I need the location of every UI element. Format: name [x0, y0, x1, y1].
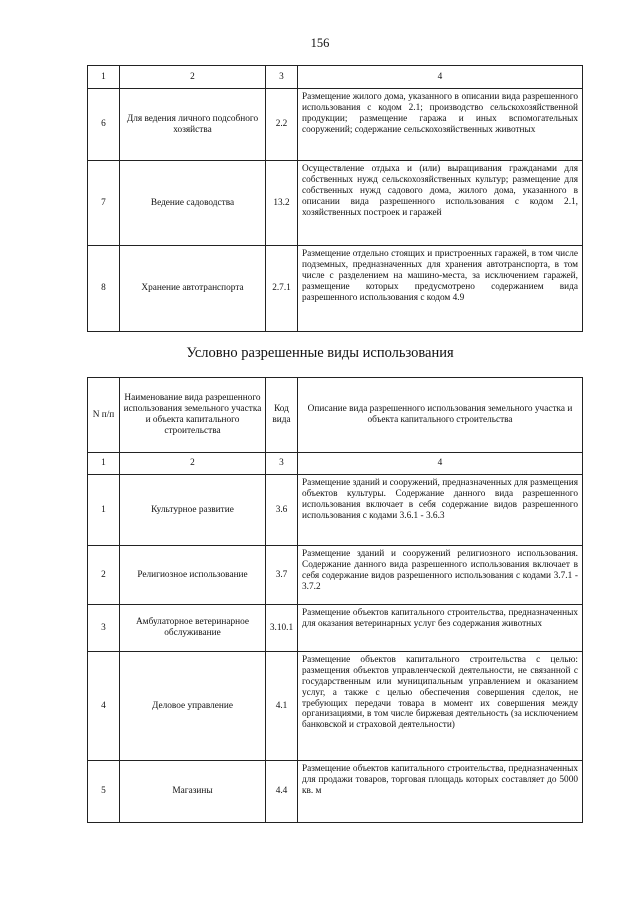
column-number: 2 — [120, 66, 266, 89]
use-code: 4.1 — [266, 652, 298, 761]
table-row — [88, 546, 583, 605]
column-number: 3 — [266, 453, 298, 475]
use-code: 13.2 — [266, 161, 298, 246]
table-row — [88, 89, 583, 161]
page-number: 156 — [310, 36, 330, 50]
use-description: Размещение объектов капитального строительства, предназначенных для продажи товаров, торговая площадь которых составляет до 5000 кв. м — [298, 761, 583, 823]
header-use-name: Наименование вида разрешенного использования земельного участка и объекта капитального строительства — [120, 378, 266, 453]
column-number: 1 — [88, 453, 120, 475]
use-name: Магазины — [120, 761, 266, 823]
use-code: 3.6 — [266, 475, 298, 546]
use-code: 2.2 — [266, 89, 298, 161]
column-number: 1 — [88, 66, 120, 89]
column-number: 2 — [120, 453, 266, 475]
use-code: 3.7 — [266, 546, 298, 605]
header-use-description: Описание вида разрешенного использования земельного участка и объекта капитального строительства — [298, 378, 583, 453]
row-number: 4 — [88, 652, 120, 761]
column-number: 3 — [266, 66, 298, 89]
use-description: Размещение объектов капитального строительства с целью: размещения объектов управленческой деятельности, не связанной с государственным или муниципальным управлением и оказанием услуг, а также с целью обеспечения совершения сделок, не требующих передачи товара в момент их совершения между организациями, в том числе биржевая деятельность (за исключением банковской и страховой деятельности) — [298, 652, 583, 761]
table-row — [88, 761, 583, 823]
use-code: 3.10.1 — [266, 605, 298, 652]
header-use-code: Код вида — [266, 378, 298, 453]
table-column-numbers — [88, 453, 583, 475]
row-number: 3 — [88, 605, 120, 652]
row-number: 6 — [88, 89, 120, 161]
use-name: Для ведения личного подсобного хозяйства — [120, 89, 266, 161]
table-header-row — [88, 378, 583, 453]
header-row-number: N п/п — [88, 378, 120, 453]
table-row — [88, 475, 583, 546]
use-name: Ведение садоводства — [120, 161, 266, 246]
use-description: Размещение зданий и сооружений религиозного использования. Содержание данного вида разрешенного использования включает в себя содержание видов разрешенного использования с кодами 3.7.1 - 3.7.2 — [298, 546, 583, 605]
row-number: 8 — [88, 246, 120, 332]
use-description: Осуществление отдыха и (или) выращивания гражданами для собственных нужд сельскохозяйственных культур; размещение для собственных нужд садового дома, жилого дома, указанного в описании вида разрешенного использования с кодом 2.1, хозяйственных построек и гаражей — [298, 161, 583, 246]
section-title: Условно разрешенные виды использования — [186, 345, 454, 361]
use-name: Деловое управление — [120, 652, 266, 761]
column-number: 4 — [298, 66, 583, 89]
row-number: 5 — [88, 761, 120, 823]
use-name: Хранение автотранспорта — [120, 246, 266, 332]
table-column-numbers — [88, 66, 583, 89]
use-description: Размещение объектов капитального строительства, предназначенных для оказания ветеринарных услуг без содержания животных — [298, 605, 583, 652]
row-number: 1 — [88, 475, 120, 546]
permitted-uses-table-continued — [87, 65, 583, 332]
row-number: 2 — [88, 546, 120, 605]
table-row — [88, 605, 583, 652]
table-row — [88, 246, 583, 332]
use-description: Размещение отдельно стоящих и пристроенных гаражей, в том числе подземных, предназначенных для хранения автотранспорта, в том числе с разделением на машино-места, за исключением гаражей, размещение которых предусмотрено содержанием вида разрешенного использования с кодом 4.9 — [298, 246, 583, 332]
table-row — [88, 161, 583, 246]
use-name: Религиозное использование — [120, 546, 266, 605]
use-description: Размещение зданий и сооружений, предназначенных для размещения объектов культуры. Содержание данного вида разрешенного использования включает в себя содержание видов разрешенного использования с кодами 3.6.1 - 3.6.3 — [298, 475, 583, 546]
conditionally-permitted-uses-table — [87, 377, 583, 823]
use-description: Размещение жилого дома, указанного в описании вида разрешенного использования с кодом 2.1; производство сельскохозяйственной продукции; размещение гаража и иных вспомогательных сооружений; содержание сельскохозяйственных животных — [298, 89, 583, 161]
row-number: 7 — [88, 161, 120, 246]
use-name: Культурное развитие — [120, 475, 266, 546]
column-number: 4 — [298, 453, 583, 475]
use-code: 2.7.1 — [266, 246, 298, 332]
table-row — [88, 652, 583, 761]
use-name: Амбулаторное ветеринарное обслуживание — [120, 605, 266, 652]
use-code: 4.4 — [266, 761, 298, 823]
